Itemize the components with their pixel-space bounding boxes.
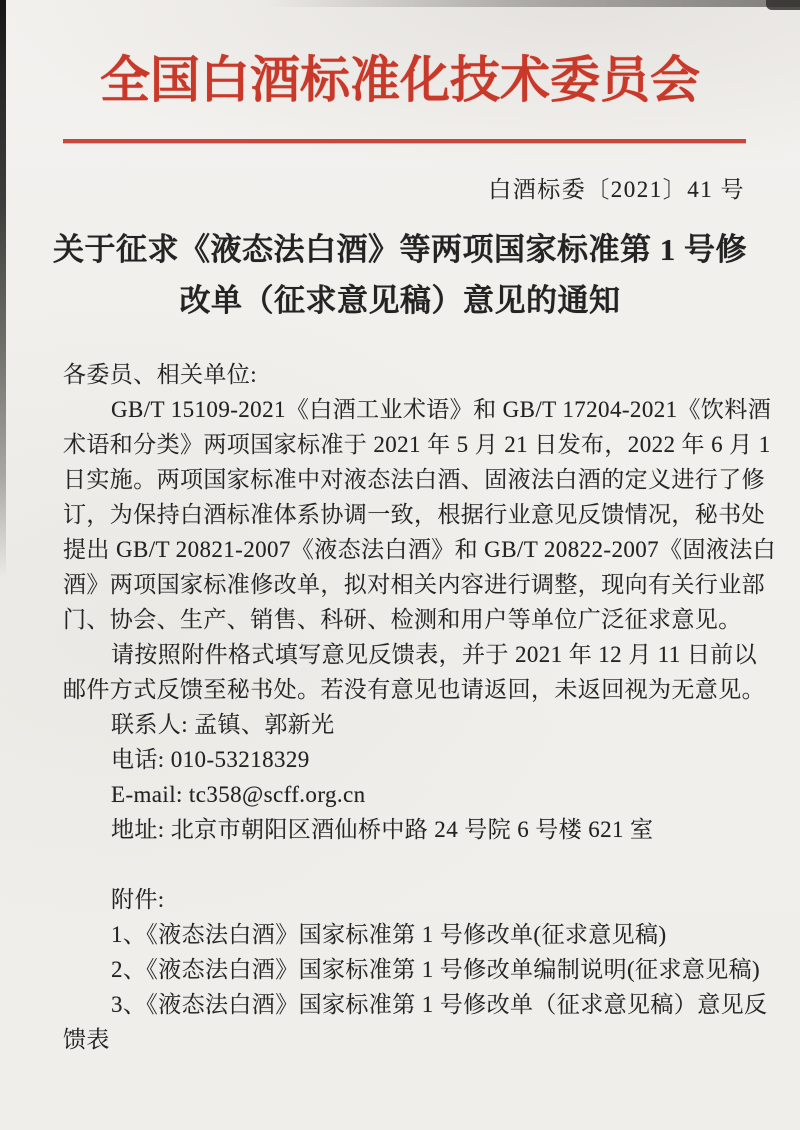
doc-number: 白酒标委〔2021〕41 号 [488, 177, 745, 202]
body-line: 日实施。两项国家标准中对液态法白酒、固液法白酒的定义进行了修 [63, 467, 765, 492]
notice-title-line1: 关于征求《液态法白酒》等两项国家标准第 1 号修 [53, 232, 747, 267]
salutation-line: 各委员、相关单位: [63, 362, 257, 387]
body-line: 请按照附件格式填写意见反馈表，并于 2021 年 12 月 11 日前以 [111, 642, 758, 667]
attachment-item: 1、《液态法白酒》国家标准第 1 号修改单(征求意见稿) [111, 922, 667, 947]
attachment-item: 3、《液态法白酒》国家标准第 1 号修改单（征求意见稿）意见反 [111, 992, 768, 1017]
body-line: 邮件方式反馈至秘书处。若没有意见也请返回，未返回视为无意见。 [63, 677, 765, 702]
org-title: 全国白酒标准化技术委员会 [100, 52, 700, 108]
body-line: 提出 GB/T 20821-2007《液态法白酒》和 GB/T 20822-2007《固液法白 [63, 537, 777, 562]
contact-email: E-mail: tc358@scff.org.cn [111, 782, 366, 807]
scan-edge-top-right-artifact [766, 0, 800, 10]
contact-person: 联系人: 孟镇、郭新光 [111, 712, 335, 737]
body-line: 门、协会、生产、销售、科研、检测和用户等单位广泛征求意见。 [63, 607, 742, 632]
scan-edge-top-shadow [265, 0, 800, 7]
body-line: 订，为保持白酒标准体系协调一致，根据行业意见反馈情况，秘书处 [63, 502, 765, 527]
body-line: GB/T 15109-2021《白酒工业术语》和 GB/T 17204-2021《饮料酒 [111, 397, 772, 422]
contact-address: 地址: 北京市朝阳区酒仙桥中路 24 号院 6 号楼 621 室 [111, 817, 654, 842]
body-line: 术语和分类》两项国家标准于 2021 年 5 月 21 日发布，2022 年 6 月 1 [63, 432, 771, 457]
notice-body [63, 357, 777, 1057]
contact-phone: 电话: 010-53218329 [111, 747, 310, 772]
attachment-item-wrap: 馈表 [63, 1027, 110, 1052]
attachment-item: 2、《液态法白酒》国家标准第 1 号修改单编制说明(征求意见稿) [111, 957, 761, 982]
notice-title [30, 224, 770, 326]
blank-line [63, 847, 755, 882]
notice-title-line2: 改单（征求意见稿）意见的通知 [179, 283, 621, 318]
body-line: 酒》两项国家标准修改单，拟对相关内容进行调整，现向有关行业部 [63, 572, 765, 597]
attachments-label: 附件: [111, 887, 165, 912]
red-divider-rule [63, 139, 746, 143]
